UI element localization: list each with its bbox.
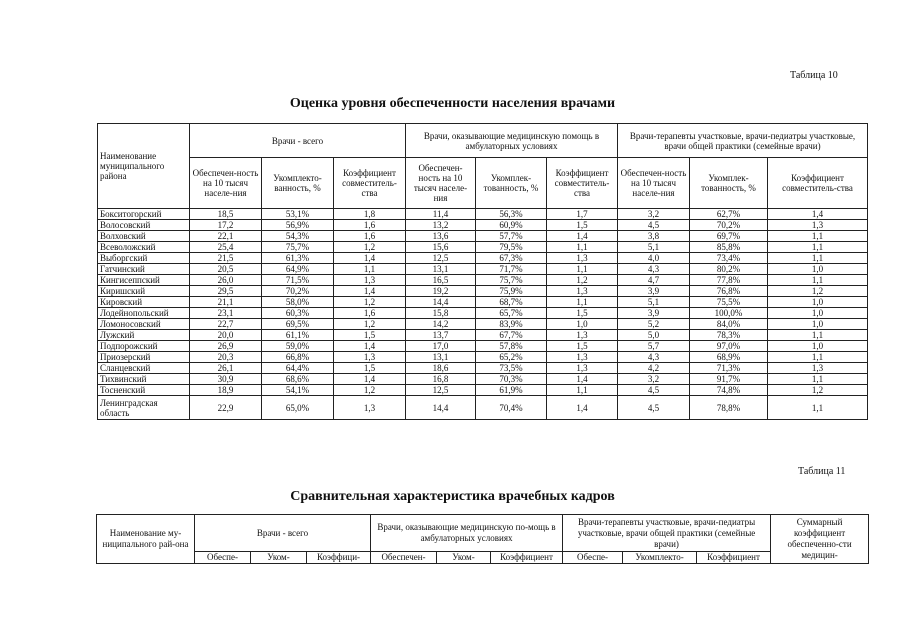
value-cell: 1,4 xyxy=(334,374,406,385)
sub-header: Обеспе- xyxy=(195,552,251,564)
value-cell: 71,5% xyxy=(262,275,334,286)
value-cell: 1,1 xyxy=(768,253,868,264)
total-value-cell: 65,0% xyxy=(262,396,334,420)
value-cell: 1,1 xyxy=(768,231,868,242)
value-cell: 1,8 xyxy=(334,209,406,220)
table-row xyxy=(98,308,868,319)
value-cell: 60,3% xyxy=(262,308,334,319)
table-row xyxy=(98,374,868,385)
sub-header: Обеспе- xyxy=(563,552,623,564)
value-cell: 64,9% xyxy=(262,264,334,275)
table-row xyxy=(98,286,868,297)
value-cell: 1,0 xyxy=(768,308,868,319)
value-cell: 1,3 xyxy=(334,275,406,286)
value-cell: 1,4 xyxy=(547,231,618,242)
value-cell: 4,3 xyxy=(618,264,690,275)
value-cell: 76,8% xyxy=(690,286,768,297)
sub-header: Коэффици- xyxy=(307,552,371,564)
value-cell: 71,7% xyxy=(476,264,547,275)
district-column-header: Наименование муниципального района xyxy=(98,124,190,209)
value-cell: 1,4 xyxy=(768,209,868,220)
value-cell: 19,2 xyxy=(406,286,476,297)
value-cell: 20,3 xyxy=(190,352,262,363)
sub-header: Коэффициент xyxy=(491,552,563,564)
value-cell: 65,7% xyxy=(476,308,547,319)
district-name-cell: Ломоносовский xyxy=(98,319,190,330)
value-cell: 15,6 xyxy=(406,242,476,253)
value-cell: 1,2 xyxy=(334,242,406,253)
district-name-cell: Кингисеппский xyxy=(98,275,190,286)
value-cell: 18,6 xyxy=(406,363,476,374)
value-cell: 1,6 xyxy=(334,308,406,319)
value-cell: 21,5 xyxy=(190,253,262,264)
value-cell: 1,0 xyxy=(768,319,868,330)
value-cell: 13,1 xyxy=(406,352,476,363)
value-cell: 84,0% xyxy=(690,319,768,330)
value-cell: 26,9 xyxy=(190,341,262,352)
value-cell: 1,3 xyxy=(547,363,618,374)
value-cell: 74,8% xyxy=(690,385,768,396)
value-cell: 1,7 xyxy=(547,209,618,220)
value-cell: 5,1 xyxy=(618,297,690,308)
value-cell: 4,0 xyxy=(618,253,690,264)
value-cell: 16,8 xyxy=(406,374,476,385)
value-cell: 1,0 xyxy=(768,264,868,275)
value-cell: 14,4 xyxy=(406,297,476,308)
district-name-cell: Волховский xyxy=(98,231,190,242)
value-cell: 1,0 xyxy=(547,319,618,330)
value-cell: 1,3 xyxy=(547,330,618,341)
value-cell: 61,1% xyxy=(262,330,334,341)
district-name-cell: Сланцевский xyxy=(98,363,190,374)
value-cell: 78,3% xyxy=(690,330,768,341)
sub-header: Уком- xyxy=(251,552,307,564)
value-cell: 1,1 xyxy=(768,374,868,385)
total-value-cell: 1,3 xyxy=(334,396,406,420)
value-cell: 69,7% xyxy=(690,231,768,242)
value-cell: 18,5 xyxy=(190,209,262,220)
value-cell: 30,9 xyxy=(190,374,262,385)
table-row xyxy=(98,253,868,264)
value-cell: 13,7 xyxy=(406,330,476,341)
value-cell: 5,7 xyxy=(618,341,690,352)
value-cell: 85,8% xyxy=(690,242,768,253)
value-cell: 1,2 xyxy=(334,297,406,308)
value-cell: 1,1 xyxy=(547,297,618,308)
value-cell: 58,0% xyxy=(262,297,334,308)
value-cell: 73,5% xyxy=(476,363,547,374)
table10-label: Таблица 10 xyxy=(790,70,838,81)
value-cell: 67,3% xyxy=(476,253,547,264)
value-cell: 97,0% xyxy=(690,341,768,352)
value-cell: 54,3% xyxy=(262,231,334,242)
group-header-outpatient: Врачи, оказывающие медицинскую помощь в амбулаторных условиях xyxy=(406,124,618,158)
table11-label: Таблица 11 xyxy=(798,466,846,477)
value-cell: 1,0 xyxy=(768,297,868,308)
value-cell: 1,2 xyxy=(768,286,868,297)
value-cell: 5,0 xyxy=(618,330,690,341)
sub-header: Коэффициент xyxy=(697,552,771,564)
table-row xyxy=(98,264,868,275)
value-cell: 1,5 xyxy=(547,308,618,319)
value-cell: 79,5% xyxy=(476,242,547,253)
sub-header: Укомплекто-ванность, % xyxy=(262,158,334,209)
value-cell: 1,1 xyxy=(334,264,406,275)
district-name-cell: Тосненский xyxy=(98,385,190,396)
table10 xyxy=(97,123,868,420)
table11-title: Сравнительная характеристика врачебных кадров xyxy=(290,489,615,504)
table-row xyxy=(98,297,868,308)
value-cell: 67,7% xyxy=(476,330,547,341)
table-row xyxy=(98,330,868,341)
value-cell: 26,1 xyxy=(190,363,262,374)
group-header-total-coefficient: Суммарный коэффициент обеспеченно-сти медицин- xyxy=(771,515,869,564)
total-value-cell: 4,5 xyxy=(618,396,690,420)
value-cell: 56,9% xyxy=(262,220,334,231)
district-name-cell: Кировский xyxy=(98,297,190,308)
district-name-cell: Лодейнопольский xyxy=(98,308,190,319)
value-cell: 4,2 xyxy=(618,363,690,374)
table-row xyxy=(98,319,868,330)
sub-header: Коэффициент совместитель-ства xyxy=(768,158,868,209)
value-cell: 71,3% xyxy=(690,363,768,374)
sub-header: Обеспечен- xyxy=(371,552,437,564)
district-name-cell: Выборгский xyxy=(98,253,190,264)
value-cell: 100,0% xyxy=(690,308,768,319)
group-header-all-doctors: Врачи - всего xyxy=(195,515,371,552)
table-row xyxy=(98,341,868,352)
value-cell: 3,2 xyxy=(618,209,690,220)
district-column-header: Наименование му-ниципального рай-она xyxy=(97,515,195,564)
value-cell: 26,0 xyxy=(190,275,262,286)
value-cell: 1,1 xyxy=(547,242,618,253)
table-row xyxy=(98,275,868,286)
value-cell: 20,5 xyxy=(190,264,262,275)
value-cell: 1,3 xyxy=(547,286,618,297)
value-cell: 12,5 xyxy=(406,253,476,264)
value-cell: 73,4% xyxy=(690,253,768,264)
district-name-cell: Подпорожский xyxy=(98,341,190,352)
sub-header: Уком- xyxy=(437,552,491,564)
value-cell: 1,3 xyxy=(547,352,618,363)
value-cell: 13,2 xyxy=(406,220,476,231)
value-cell: 80,2% xyxy=(690,264,768,275)
value-cell: 57,8% xyxy=(476,341,547,352)
value-cell: 3,9 xyxy=(618,286,690,297)
value-cell: 54,1% xyxy=(262,385,334,396)
value-cell: 1,6 xyxy=(334,220,406,231)
value-cell: 1,1 xyxy=(768,330,868,341)
value-cell: 1,1 xyxy=(547,264,618,275)
table-row xyxy=(98,363,868,374)
value-cell: 17,2 xyxy=(190,220,262,231)
value-cell: 65,2% xyxy=(476,352,547,363)
district-name-cell: Всеволожский xyxy=(98,242,190,253)
value-cell: 22,1 xyxy=(190,231,262,242)
group-header-all-doctors: Врачи - всего xyxy=(190,124,406,158)
value-cell: 53,1% xyxy=(262,209,334,220)
total-value-cell: 70,4% xyxy=(476,396,547,420)
value-cell: 70,2% xyxy=(262,286,334,297)
district-name-cell: Тихвинский xyxy=(98,374,190,385)
value-cell: 5,2 xyxy=(618,319,690,330)
value-cell: 21,1 xyxy=(190,297,262,308)
value-cell: 59,0% xyxy=(262,341,334,352)
value-cell: 62,7% xyxy=(690,209,768,220)
sub-header: Укомплекто- xyxy=(623,552,697,564)
total-row xyxy=(98,396,868,420)
table11 xyxy=(96,514,869,564)
value-cell: 14,2 xyxy=(406,319,476,330)
table-row xyxy=(98,385,868,396)
value-cell: 1,3 xyxy=(547,253,618,264)
value-cell: 64,4% xyxy=(262,363,334,374)
value-cell: 17,0 xyxy=(406,341,476,352)
value-cell: 1,4 xyxy=(334,253,406,264)
total-value-cell: 1,1 xyxy=(768,396,868,420)
value-cell: 1,5 xyxy=(334,330,406,341)
sub-header: Обеспечен-ность на 10 тысяч населе-ния xyxy=(406,158,476,209)
sub-header: Обеспечен-ность на 10 тысяч населе-ния xyxy=(190,158,262,209)
value-cell: 15,8 xyxy=(406,308,476,319)
value-cell: 60,9% xyxy=(476,220,547,231)
value-cell: 12,5 xyxy=(406,385,476,396)
value-cell: 4,7 xyxy=(618,275,690,286)
value-cell: 68,6% xyxy=(262,374,334,385)
value-cell: 66,8% xyxy=(262,352,334,363)
value-cell: 61,9% xyxy=(476,385,547,396)
district-name-cell: Киришский xyxy=(98,286,190,297)
value-cell: 1,1 xyxy=(768,242,868,253)
district-name-cell: Гатчинский xyxy=(98,264,190,275)
value-cell: 22,7 xyxy=(190,319,262,330)
total-value-cell: 14,4 xyxy=(406,396,476,420)
value-cell: 1,1 xyxy=(768,275,868,286)
table-row xyxy=(98,220,868,231)
value-cell: 13,1 xyxy=(406,264,476,275)
value-cell: 70,3% xyxy=(476,374,547,385)
value-cell: 13,6 xyxy=(406,231,476,242)
value-cell: 1,4 xyxy=(547,374,618,385)
value-cell: 16,5 xyxy=(406,275,476,286)
value-cell: 25,4 xyxy=(190,242,262,253)
sub-header: Укомплек-тованность, % xyxy=(476,158,547,209)
value-cell: 3,8 xyxy=(618,231,690,242)
value-cell: 1,2 xyxy=(768,385,868,396)
value-cell: 57,7% xyxy=(476,231,547,242)
value-cell: 4,5 xyxy=(618,220,690,231)
value-cell: 1,4 xyxy=(334,286,406,297)
value-cell: 1,0 xyxy=(768,341,868,352)
district-name-cell: Волосовский xyxy=(98,220,190,231)
sub-header: Коэффициент совместитель-ства xyxy=(547,158,618,209)
value-cell: 3,2 xyxy=(618,374,690,385)
value-cell: 68,7% xyxy=(476,297,547,308)
value-cell: 11,4 xyxy=(406,209,476,220)
table-row xyxy=(98,231,868,242)
sub-header: Обеспечен-ность на 10 тысяч населе-ния xyxy=(618,158,690,209)
district-name-cell: Бокситогорский xyxy=(98,209,190,220)
value-cell: 1,3 xyxy=(334,352,406,363)
value-cell: 1,1 xyxy=(547,385,618,396)
value-cell: 83,9% xyxy=(476,319,547,330)
value-cell: 18,9 xyxy=(190,385,262,396)
value-cell: 5,1 xyxy=(618,242,690,253)
value-cell: 1,1 xyxy=(768,352,868,363)
value-cell: 75,7% xyxy=(262,242,334,253)
value-cell: 75,5% xyxy=(690,297,768,308)
group-header-district-therapists: Врачи-терапевты участковые, врачи-педиатры участковые, врачи общей практики (семейные врачи) xyxy=(618,124,868,158)
value-cell: 4,3 xyxy=(618,352,690,363)
table-row xyxy=(98,209,868,220)
value-cell: 1,5 xyxy=(334,363,406,374)
value-cell: 69,5% xyxy=(262,319,334,330)
total-value-cell: 1,4 xyxy=(547,396,618,420)
total-value-cell: 22,9 xyxy=(190,396,262,420)
total-value-cell: 78,8% xyxy=(690,396,768,420)
value-cell: 1,2 xyxy=(334,385,406,396)
district-name-cell: Лужский xyxy=(98,330,190,341)
value-cell: 61,3% xyxy=(262,253,334,264)
value-cell: 68,9% xyxy=(690,352,768,363)
value-cell: 1,4 xyxy=(334,341,406,352)
value-cell: 23,1 xyxy=(190,308,262,319)
value-cell: 1,2 xyxy=(334,319,406,330)
value-cell: 1,5 xyxy=(547,220,618,231)
table-row xyxy=(98,242,868,253)
table10-title: Оценка уровня обеспеченности населения врачами xyxy=(289,96,616,111)
district-name-cell: Приозерский xyxy=(98,352,190,363)
value-cell: 1,2 xyxy=(547,275,618,286)
sub-header: Коэффициент совместитель-ства xyxy=(334,158,406,209)
region-name-cell: Ленинградская область xyxy=(98,396,190,420)
value-cell: 70,2% xyxy=(690,220,768,231)
group-header-outpatient: Врачи, оказывающие медицинскую по-мощь в амбулаторных условиях xyxy=(371,515,563,552)
sub-header: Укомплек-тованность, % xyxy=(690,158,768,209)
value-cell: 1,3 xyxy=(768,363,868,374)
value-cell: 77,8% xyxy=(690,275,768,286)
value-cell: 56,3% xyxy=(476,209,547,220)
value-cell: 4,5 xyxy=(618,385,690,396)
value-cell: 75,9% xyxy=(476,286,547,297)
value-cell: 3,9 xyxy=(618,308,690,319)
value-cell: 29,5 xyxy=(190,286,262,297)
group-header-district-therapists: Врачи-терапевты участковые, врачи-педиатры участковые, врачи общей практики (семейные врачи) xyxy=(563,515,771,552)
table-row xyxy=(98,352,868,363)
value-cell: 1,3 xyxy=(768,220,868,231)
value-cell: 20,0 xyxy=(190,330,262,341)
value-cell: 1,5 xyxy=(547,341,618,352)
value-cell: 75,7% xyxy=(476,275,547,286)
value-cell: 1,6 xyxy=(334,231,406,242)
value-cell: 91,7% xyxy=(690,374,768,385)
